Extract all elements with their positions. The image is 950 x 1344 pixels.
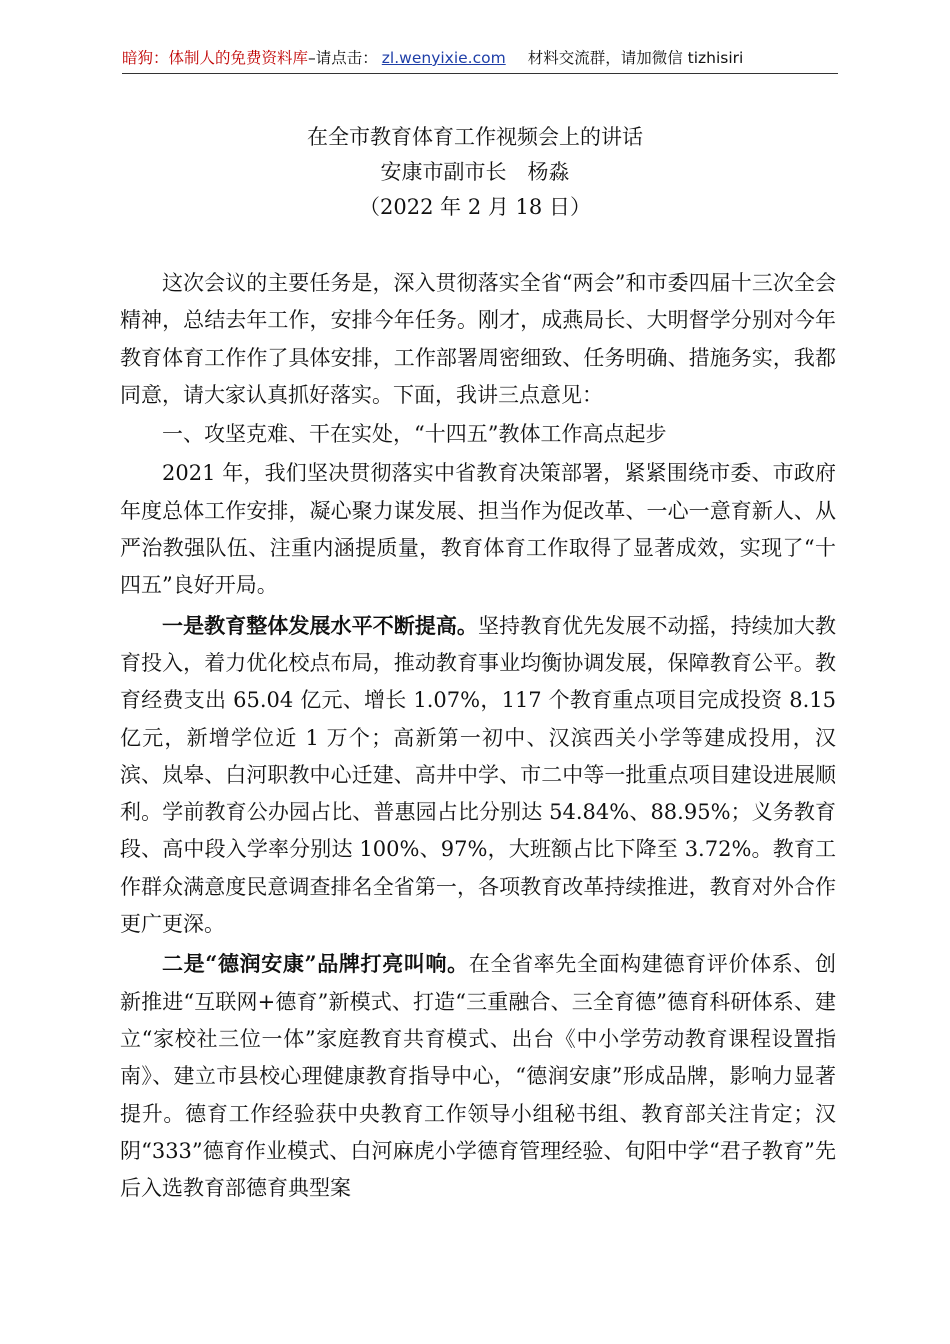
page-header (122, 44, 838, 72)
point-1-lead: 一是教育整体发展水平不断提高。 (162, 612, 478, 638)
header-link[interactable]: zl.wenyixie.com (381, 49, 506, 67)
paragraph-intro: 这次会议的主要任务是，深入贯彻落实全省“两会”和市委四届十三次全会精神，总结去年工作，安排今年任务。刚才，成燕局长、大明督学分别对今年教育体育工作作了具体安排，工作部署周密细致、任务明确、措施务实，我都同意，请大家认真抓好落实。下面，我讲三点意见： (120, 271, 836, 407)
speech-body (120, 265, 836, 1207)
header-prompt-text: –请点击： (308, 49, 378, 67)
header-contact-text: 材料交流群，请加微信 tizhisiri (527, 49, 744, 67)
date-line: （2022 年 2 月 18 日） (359, 195, 591, 219)
paragraph-point-1 (120, 607, 836, 944)
point-2-lead: 二是“德润安康”品牌打亮叫响。 (162, 951, 469, 977)
title-block (0, 120, 950, 225)
section-heading-1: 一、攻坚克难、干在实处，“十四五”教体工作高点起步 (162, 422, 667, 447)
speech-title: 在全市教育体育工作视频会上的讲话 (307, 125, 643, 149)
header-promo-text: 暗狗：体制人的免费资料库 (122, 49, 309, 67)
paragraph-point-2 (120, 945, 836, 1207)
header-divider (122, 73, 838, 74)
paragraph-2021-summary: 2021 年，我们坚决贯彻落实中省教育决策部署，紧紧围绕市委、市政府年度总体工作安排，凝心聚力谋发展、担当作为促改革、一心一意育新人、从严治教强队伍、注重内涵提质量，教育体育工作取得了显著成效，实现了“十四五”良好开局。 (120, 461, 836, 598)
point-2-body: 在全省率先全面构建德育评价体系、创新推进“互联网+德育”新模式、打造“三重融合、三全育德”德育科研体系、建立“家校社三位一体”家庭教育共育模式、出台《中小学劳动教育课程设置指南》、建立市县校心理健康教育指导中心，“德润安康”形成品牌，影响力显著提升。德育工作经验获中央教育工作领导小组秘书组、教育部关注肯定；汉阴“333”德育作业模式、白河麻虎小学德育管理经验、旬阳中学“君子教育”先后入选教育部德育典型案 (120, 952, 836, 1201)
speaker-line: 安康市副市长 杨淼 (380, 160, 570, 184)
point-1-body: 坚持教育优先发展不动摇，持续加大教育投入，着力优化校点布局，推动教育事业均衡协调发展，保障教育公平。教育经费支出 65.04 亿元、增长 1.07%，117 个教育重点项目完成投资 8.15 亿元，新增学位近 1 万个；高新第一初中、汉滨西关小学等建成投用，汉滨、岚皋、白河职教中心迁建、高井中学、市二中等一批重点项目建设进展顺利。学前教育公办园占比、普惠园占比分别达 54.84%、88.95%；义务教育段、高中段入学率分别达 100%、97%，大班额占比下降至 3.72%。教育工作群众满意度民意调查排名全省第一，各项教育改革持续推进，教育对外合作更广更深。 (120, 613, 836, 937)
